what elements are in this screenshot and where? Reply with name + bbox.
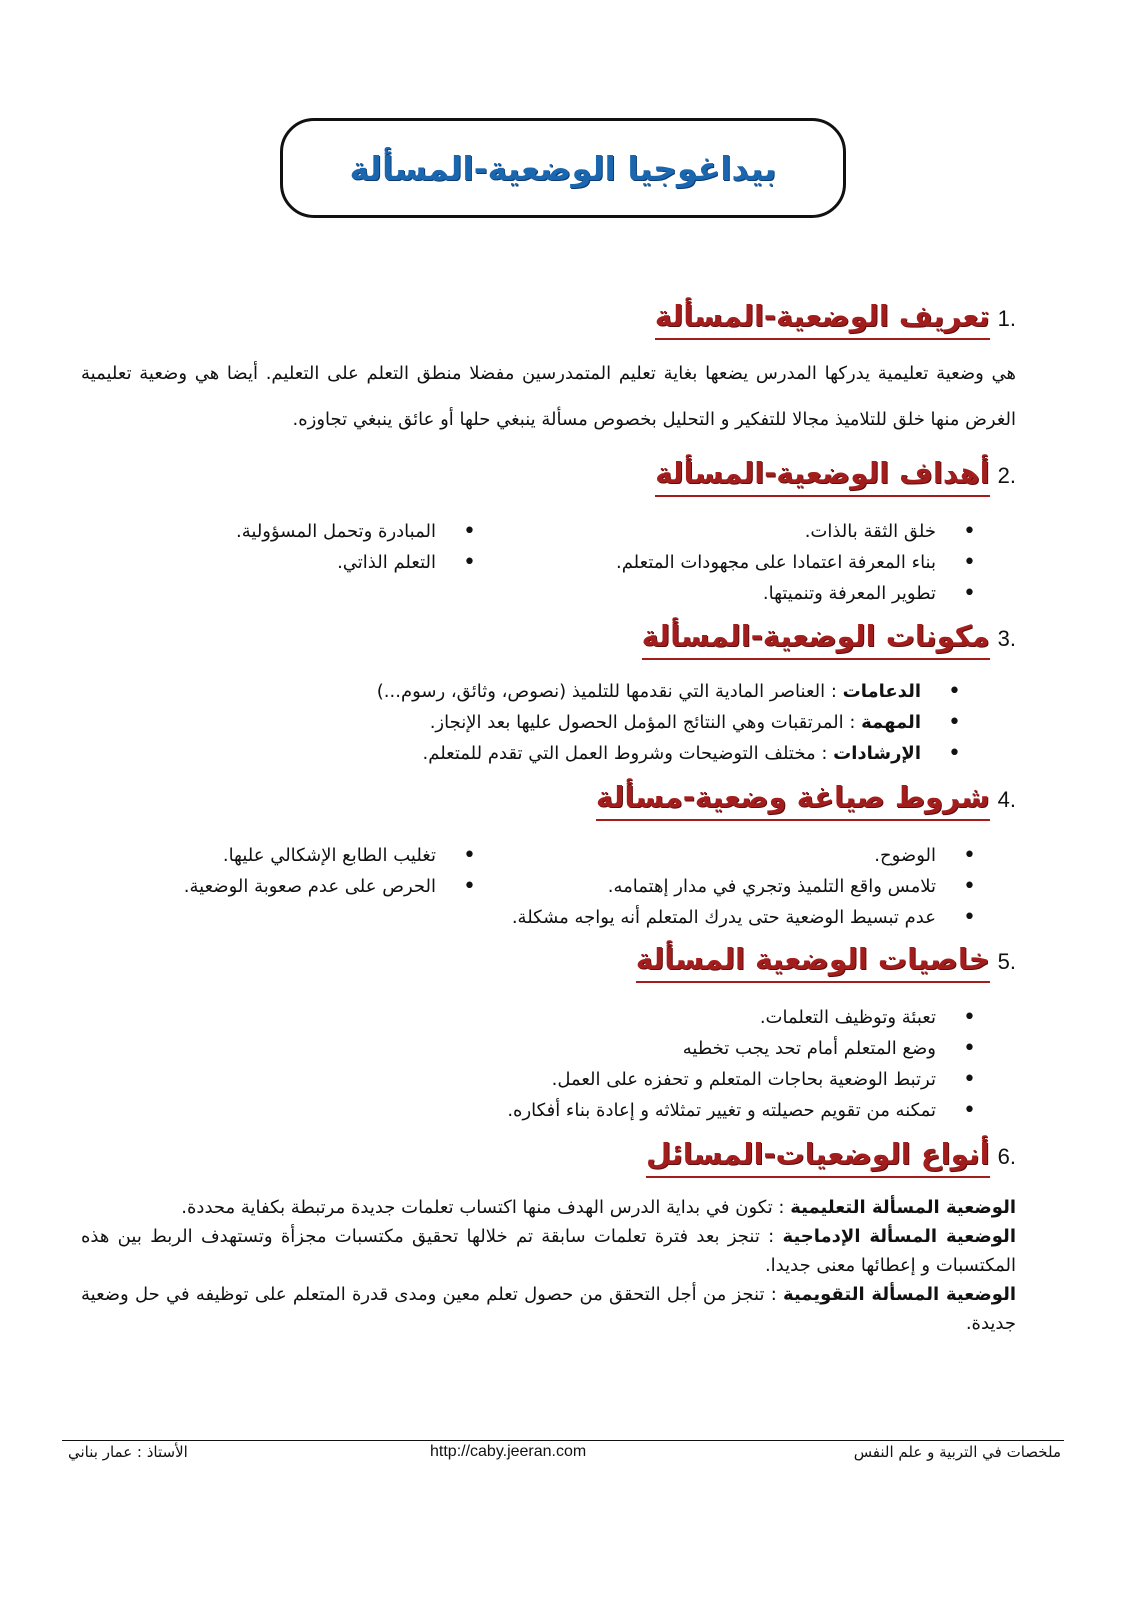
section-number: .4 bbox=[997, 787, 1016, 812]
list-item: • تعبئة وتوظيف التعلمات. bbox=[507, 1002, 976, 1033]
list-item: • خلق الثقة بالذات. bbox=[616, 516, 976, 547]
section-heading-1 bbox=[655, 298, 1016, 340]
type-paragraph bbox=[81, 1222, 1016, 1280]
goals-list-right bbox=[616, 516, 976, 609]
list-item: • الحرص على عدم صعوبة الوضعية. bbox=[184, 871, 476, 902]
section-number: .5 bbox=[997, 949, 1016, 974]
section-heading-6 bbox=[646, 1136, 1016, 1178]
section-title: تعريف الوضعية-المسألة bbox=[655, 298, 990, 340]
list-item: • بناء المعرفة اعتمادا على مجهودات المتعلم. bbox=[616, 547, 976, 578]
list-item: • عدم تبسيط الوضعية حتى يدرك المتعلم أنه يواجه مشكلة. bbox=[512, 902, 976, 933]
type-term: الوضعية المسألة التقويمية bbox=[783, 1284, 1016, 1305]
page-title: بيداغوجيا الوضعية-المسألة bbox=[349, 148, 777, 188]
list-item: • تغليب الطابع الإشكالي عليها. bbox=[184, 840, 476, 871]
type-paragraph bbox=[81, 1193, 1016, 1222]
type-desc: : تنجز بعد فترة تعلمات سابقة تم خلالها تحقيق مكتسبات مجزأة وتستهدف الربط بين هذه المكتسبات و إعطائها معنى جديدا. bbox=[81, 1226, 1016, 1276]
section-heading-2 bbox=[655, 455, 1016, 497]
section-number: .3 bbox=[997, 626, 1016, 651]
title-box bbox=[280, 118, 846, 218]
goals-list-left bbox=[236, 516, 476, 578]
section-number: .2 bbox=[997, 463, 1016, 488]
list-item: • التعلم الذاتي. bbox=[236, 547, 476, 578]
conditions-list-right bbox=[512, 840, 976, 933]
list-item: • تلامس واقع التلميذ وتجري في مدار إهتمامه. bbox=[512, 871, 976, 902]
footer-author: الأستاذ : عمار بناني bbox=[68, 1443, 188, 1461]
section-title: أهداف الوضعية-المسألة bbox=[655, 455, 990, 497]
section-heading-4 bbox=[596, 779, 1016, 821]
section-heading-5 bbox=[636, 941, 1016, 983]
components-list bbox=[377, 676, 961, 769]
section-title: مكونات الوضعية-المسألة bbox=[642, 618, 990, 660]
type-desc: : تكون في بداية الدرس الهدف منها اكتساب تعلمات جديدة مرتبطة بكفاية محددة. bbox=[181, 1197, 791, 1218]
conditions-list-left bbox=[184, 840, 476, 902]
list-item: • المبادرة وتحمل المسؤولية. bbox=[236, 516, 476, 547]
definition-paragraph: هي وضعية تعليمية يدركها المدرس يضعها بغاية تعليم المتمدرسين مفضلا منطق التعلم على التعليم. أيضا هي وضعية تعليمية الغرض منها خلق للتلاميذ مجالا للتفكير و التحليل بخصوص مسألة ينبغي حلها أو عائق ينبغي تجاوزه. bbox=[81, 363, 1016, 430]
section-title: خاصيات الوضعية المسألة bbox=[636, 941, 990, 983]
section-title: أنواع الوضعيات-المسائل bbox=[646, 1136, 990, 1178]
section-number: .1 bbox=[997, 306, 1016, 331]
type-paragraph bbox=[81, 1280, 1016, 1338]
features-list bbox=[507, 1002, 976, 1126]
list-item: • تمكنه من تقويم حصيلته و تغيير تمثلاثه و إعادة بناء أفكاره. bbox=[507, 1095, 976, 1126]
list-item: • تطوير المعرفة وتنميتها. bbox=[616, 578, 976, 609]
section-number: .6 bbox=[997, 1144, 1016, 1169]
type-term: الوضعية المسألة التعليمية bbox=[790, 1197, 1016, 1218]
type-term: الوضعية المسألة الإدماجية bbox=[782, 1226, 1016, 1247]
term: المهمة bbox=[861, 712, 921, 733]
term-desc: : المرتقبات وهي النتائج المؤمل الحصول عليها بعد الإنجاز. bbox=[429, 712, 862, 733]
list-item: • وضع المتعلم أمام تحد يجب تخطيه bbox=[507, 1033, 976, 1064]
term: الإرشادات bbox=[833, 743, 921, 764]
type-desc: : تنجز من أجل التحقق من حصول تعلم معين ومدى قدرة المتعلم على توظيفه في حل وضعية جديدة. bbox=[81, 1284, 1016, 1334]
list-item bbox=[377, 738, 961, 769]
types-block bbox=[81, 1193, 1016, 1338]
term-desc: : العناصر المادية التي نقدمها للتلميذ (نصوص، وثائق، رسوم...) bbox=[376, 681, 843, 702]
list-item bbox=[377, 707, 961, 738]
footer-series: ملخصات في التربية و علم النفس bbox=[853, 1443, 1061, 1461]
list-item: • الوضوح. bbox=[512, 840, 976, 871]
list-item bbox=[377, 676, 961, 707]
footer-divider bbox=[62, 1440, 1064, 1441]
list-item: • ترتبط الوضعية بحاجات المتعلم و تحفزه على العمل. bbox=[507, 1064, 976, 1095]
term: الدعامات bbox=[842, 681, 921, 702]
term-desc: : مختلف التوضيحات وشروط العمل التي تقدم للمتعلم. bbox=[422, 743, 834, 764]
footer-url: http://caby.jeeran.com bbox=[430, 1443, 587, 1460]
section-heading-3 bbox=[642, 618, 1016, 660]
section-title: شروط صياغة وضعية-مسألة bbox=[596, 779, 990, 821]
